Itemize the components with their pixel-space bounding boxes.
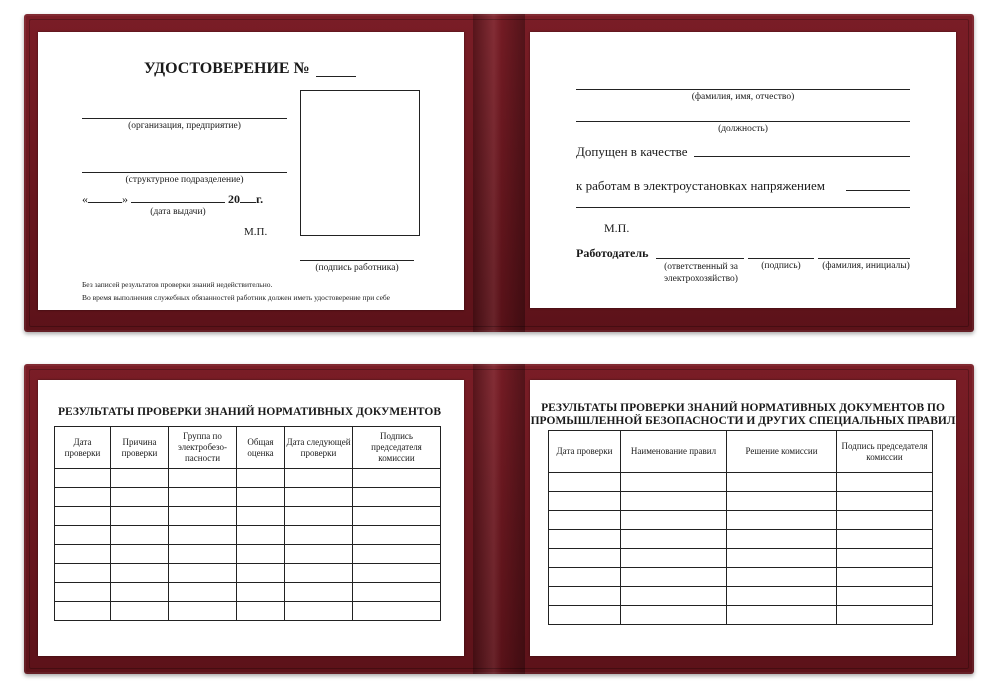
- photo-frame: [300, 90, 420, 236]
- table-row: [55, 507, 441, 526]
- col-check-date-2: Дата проверки: [549, 431, 621, 473]
- position-line: [576, 121, 910, 122]
- position-caption: (должность): [718, 124, 768, 134]
- responsible-caption: [656, 261, 746, 285]
- col-next-check-date: Дата следующей проверки: [285, 427, 353, 469]
- admitted-line: [694, 156, 910, 157]
- stamp-label: М.П.: [244, 226, 268, 238]
- page-4-safety-results: [530, 380, 956, 656]
- table-row: [549, 568, 933, 587]
- table-row: [549, 587, 933, 606]
- year-line: [240, 202, 256, 203]
- table-row: [549, 511, 933, 530]
- worker-signature-line: [300, 260, 414, 261]
- date-year-suffix: г.: [256, 192, 264, 206]
- date-caption: (дата выдачи): [150, 207, 206, 217]
- table-row: [55, 469, 441, 488]
- certificate-number-line: [316, 76, 356, 77]
- carry-note: Во время выполнения служебных обязанностей работник должен иметь удостоверение при себе: [82, 293, 390, 302]
- validity-note: Без записей результатов проверки знаний недействительно.: [82, 280, 273, 289]
- col-check-date: Дата проверки: [55, 427, 111, 469]
- department-caption: (структурное подразделение): [125, 175, 244, 185]
- table-row: [549, 473, 933, 492]
- safety-results-table: [548, 430, 933, 625]
- table-row: [549, 606, 933, 625]
- employer-label: Работодатель: [576, 246, 649, 260]
- page-1-id-front: [38, 32, 464, 310]
- admitted-label: Допущен в качестве: [576, 144, 688, 159]
- col-check-reason: Причина проверки: [111, 427, 169, 469]
- results-title: РЕЗУЛЬТАТЫ ПРОВЕРКИ ЗНАНИЙ НОРМАТИВНЫХ ДОКУМЕНТОВ: [58, 406, 442, 418]
- date-row: [82, 192, 263, 207]
- full-name-line: [576, 89, 910, 90]
- date-open-quote: «: [82, 192, 88, 206]
- table-row: [55, 545, 441, 564]
- page-3-knowledge-results: [38, 380, 464, 656]
- full-name-caption: (фамилия, имя, отчество): [691, 92, 795, 102]
- table-row: [549, 530, 933, 549]
- day-line: [88, 202, 122, 203]
- worker-signature-caption: (подпись работника): [315, 263, 399, 273]
- employer-signature-caption: (подпись): [761, 261, 801, 271]
- table-row: [55, 564, 441, 583]
- table-row: [55, 526, 441, 545]
- employer-signature-line: [748, 258, 814, 259]
- stamp-label-2: М.П.: [604, 221, 630, 235]
- department-line: [82, 172, 287, 173]
- col-rules-name: Наименование правил: [621, 431, 727, 473]
- certificate-title-text: УДОСТОВЕРЕНИЕ №: [144, 60, 310, 77]
- page-2-id-admission: [530, 32, 956, 308]
- responsible-line: [656, 258, 744, 259]
- date-year: 20: [228, 192, 240, 206]
- table-row: [55, 602, 441, 621]
- col-safety-group: Группа по электробезо-пасности: [169, 427, 237, 469]
- results-table: [54, 426, 441, 621]
- safety-results-title: [530, 402, 956, 428]
- table-row: [549, 492, 933, 511]
- booklet-spine: [473, 14, 525, 332]
- safety-title-line1: РЕЗУЛЬТАТЫ ПРОВЕРКИ ЗНАНИЙ НОРМАТИВНЫХ ДОКУМЕНТОВ ПО: [541, 402, 945, 414]
- col-chair-signature: Подпись председателя комиссии: [353, 427, 441, 469]
- col-overall-grade: Общая оценка: [237, 427, 285, 469]
- booklet-spine-bottom: [473, 364, 525, 674]
- col-chair-signature-2: Подпись председателя комиссии: [837, 431, 933, 473]
- organization-caption: (организация, предприятие): [128, 121, 241, 131]
- results-table-header: [55, 427, 441, 469]
- col-commission-decision: Решение комиссии: [727, 431, 837, 473]
- date-close-quote: »: [122, 192, 128, 206]
- certificate-title: [144, 60, 310, 78]
- table-row: [55, 488, 441, 507]
- voltage-label: к работам в электроустановках напряжением: [576, 178, 825, 193]
- safety-table-header: [549, 431, 933, 473]
- table-row: [549, 549, 933, 568]
- extra-line: [576, 207, 910, 208]
- month-line: [131, 202, 225, 203]
- employer-initials-caption: (фамилия, инициалы): [822, 261, 910, 271]
- responsible-caption-line1: (ответственный за: [664, 262, 738, 272]
- voltage-line: [846, 190, 910, 191]
- employer-initials-line: [818, 258, 910, 259]
- safety-title-line2: ПРОМЫШЛЕННОЙ БЕЗОПАСНОСТИ И ДРУГИХ СПЕЦИАЛЬНЫХ ПРАВИЛ: [530, 415, 956, 427]
- table-row: [55, 583, 441, 602]
- responsible-caption-line2: электрохозяйство): [664, 274, 738, 284]
- organization-line: [82, 118, 287, 119]
